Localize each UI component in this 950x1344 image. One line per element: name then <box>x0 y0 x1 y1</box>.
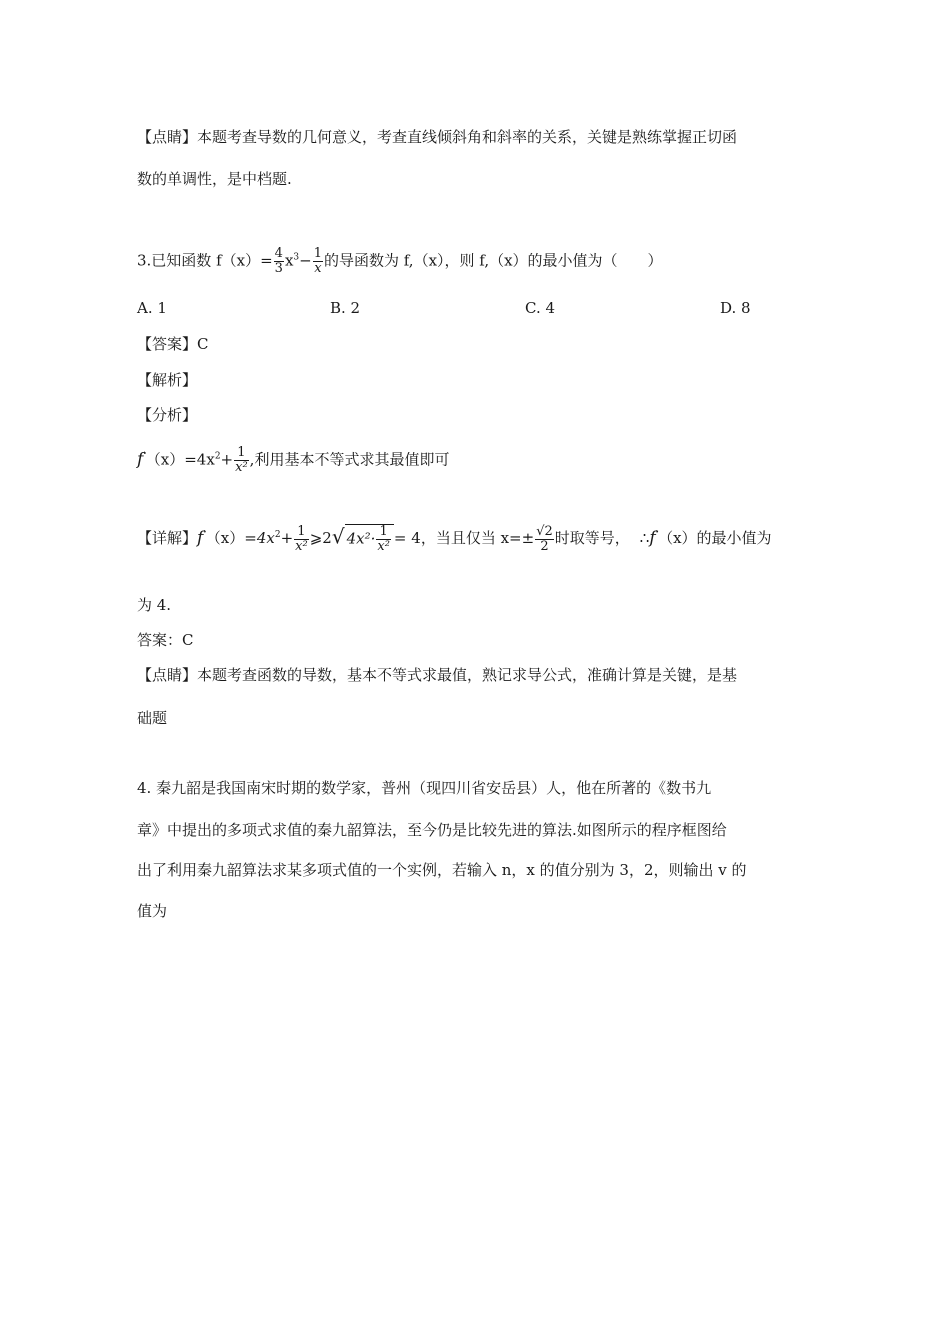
dianjing-line-2: 数的单调性，是中档题. <box>137 170 292 188</box>
option-d: D. 8 <box>720 299 751 317</box>
frac-den: x² <box>235 460 248 475</box>
detail-exp: 2 <box>274 530 281 540</box>
question-4-line-1: 4. 秦九韶是我国南宋时期的数学家，普州（现四川省安岳县）人，他在所著的《数书九 <box>137 779 712 797</box>
detail-tag: 【详解】 <box>137 529 198 547</box>
detail-cond: ，当且仅当 x= <box>420 529 522 547</box>
q3-suffix: 的导函数为 f,（x），则 f,（x）的最小值为（ ） <box>324 251 663 270</box>
analysis-fraction <box>234 446 249 475</box>
question-4-line-3: 出了利用秦九韶算法求某多项式值的一个实例，若输入 n，x 的值分别为 3，2，则输出 v 的 <box>137 861 747 879</box>
analysis-mid: （x）=4x <box>145 450 215 469</box>
dianjing2-line-2: 础题 <box>137 709 168 727</box>
q3-x: x <box>284 251 294 270</box>
frac-den: 3 <box>274 261 283 276</box>
radical-sign-icon: √ <box>331 524 345 549</box>
detail-line-1 <box>137 524 772 554</box>
dianjing-line-1 <box>137 127 737 147</box>
question-4-line-2: 章》中提出的多项式求值的秦九韶算法，至今仍是比较先进的算法.如图所示的程序框图给 <box>137 821 727 839</box>
option-c: C. 4 <box>525 299 556 317</box>
q3-minus: − <box>299 251 312 270</box>
dianjing2-tag: 【点睛】 <box>137 666 198 684</box>
jiexi-label: 【解析】 <box>137 371 198 389</box>
question-3-stem <box>137 247 663 276</box>
question-4-line-4: 值为 <box>137 902 168 920</box>
q3-fraction-4-3 <box>274 247 284 276</box>
q3-fraction-1-x <box>313 247 323 276</box>
q3-exp: 3 <box>293 252 300 263</box>
answer-2: 答案：C <box>137 631 194 649</box>
frac-num: √2 <box>536 523 553 539</box>
dianjing-text: 本题考查导数的几何意义，考查直线倾斜角和斜率的关系，关键是熟练掌握正切函 <box>197 128 738 146</box>
detail-f2: f <box>649 528 656 548</box>
analysis-exp: 2 <box>214 451 221 462</box>
detail-root-fraction <box>535 525 554 554</box>
analysis-suffix: ,利用基本不等式求其最值即可 <box>249 450 450 469</box>
q3-prefix: 3.已知函数 f（x）= <box>137 251 273 270</box>
frac-num: 1 <box>234 446 249 461</box>
analysis-prime: ' <box>143 451 146 462</box>
frac-num: 4 <box>274 246 283 261</box>
detail-prime: ' <box>203 530 206 540</box>
answer-label: 【答案】C <box>137 335 209 353</box>
detail-fraction <box>294 525 309 554</box>
analysis-plus: + <box>220 450 234 469</box>
option-a: A. 1 <box>137 299 167 317</box>
frac-num: 1 <box>313 246 323 261</box>
detail-4x: 4x <box>256 529 275 547</box>
detail-f: f <box>197 528 204 548</box>
detail-geq: ⩾2 <box>309 529 332 547</box>
sqrt-a: 4x²· <box>346 529 376 548</box>
detail-prime2: ' <box>655 530 659 540</box>
dianjing2-line-1 <box>137 665 737 685</box>
detail-pm: ± <box>521 529 535 547</box>
dianjing2-text: 本题考查函数的导数，基本不等式求最值，熟记求导公式，准确计算是关键，是基 <box>197 666 738 684</box>
detail-line-2: 为 4. <box>137 596 172 614</box>
frac-den: x <box>314 261 322 276</box>
detail-eq4: = 4 <box>393 529 421 547</box>
frac-den: x² <box>295 538 308 554</box>
detail-plus: + <box>280 529 294 547</box>
fenxi-label: 【分析】 <box>137 406 198 424</box>
sqrt-expression <box>332 524 394 554</box>
analysis-f: f <box>137 449 144 470</box>
option-b: B. 2 <box>330 299 361 317</box>
frac-num: 1 <box>376 525 391 540</box>
sqrt-fraction <box>376 525 391 554</box>
detail-end: （x）的最小值为 <box>658 529 772 547</box>
detail-after: 时取等号， <box>554 529 630 547</box>
frac-den: 2 <box>540 538 549 554</box>
dianjing-tag: 【点睛】 <box>137 128 198 146</box>
detail-eq: （x）= <box>205 529 257 547</box>
analysis-formula <box>137 446 449 475</box>
therefore-symbol: ∴ <box>639 529 650 547</box>
sqrt-inner <box>345 524 394 554</box>
frac-num: 1 <box>294 525 309 540</box>
frac-den: x² <box>377 539 390 554</box>
